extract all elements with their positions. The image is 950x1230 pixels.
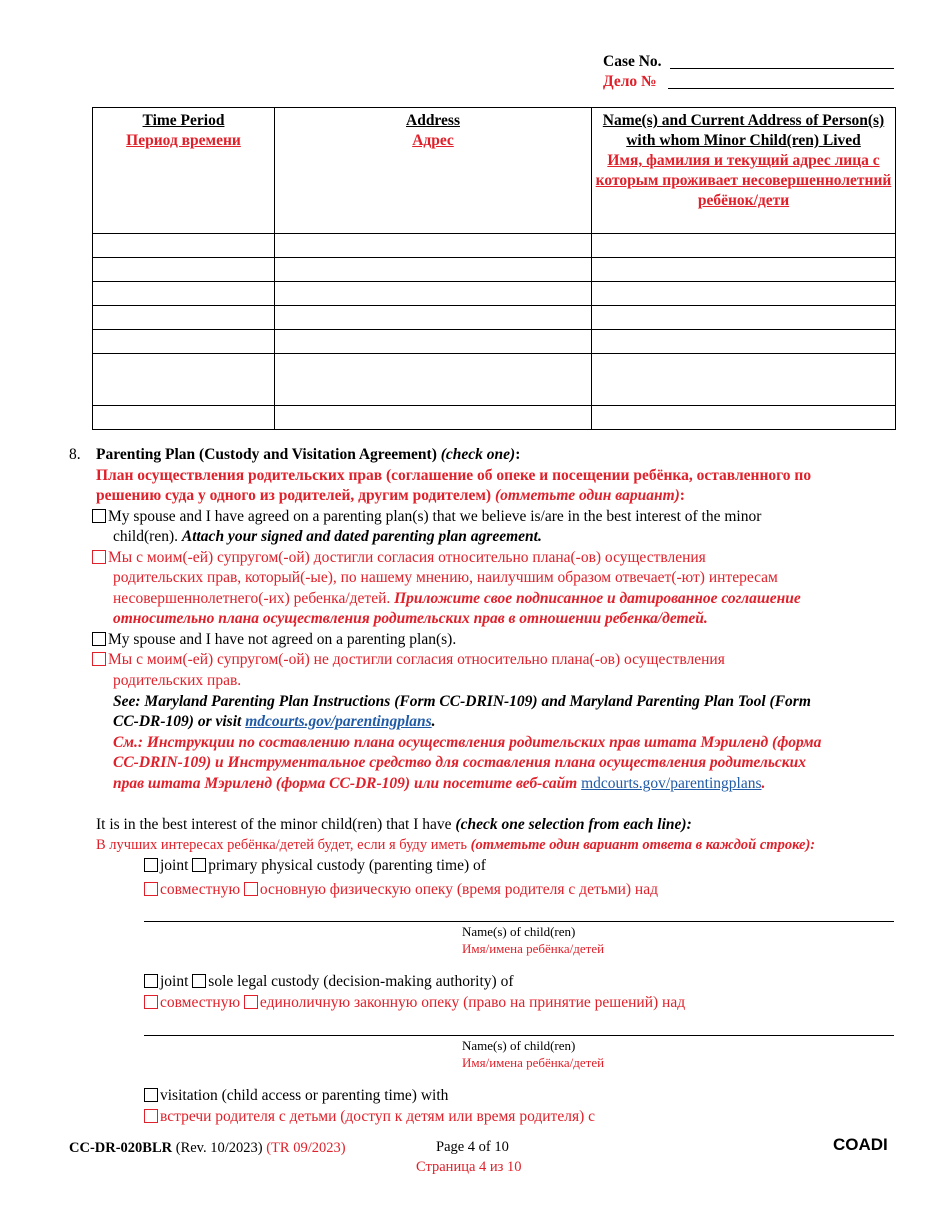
table-row (93, 258, 896, 282)
table-row (93, 406, 896, 430)
case-no-field[interactable] (670, 68, 894, 69)
residence-history-table (92, 107, 896, 430)
parenting-plans-link[interactable]: mdcourts.gov/parentingplans (245, 713, 432, 730)
table-cell[interactable] (592, 406, 896, 430)
option-agreed-ru-line4: относительно плана осуществления родительских прав в отношении ребенка/детей. (113, 610, 708, 627)
checkbox-joint-legal-ru[interactable] (144, 995, 158, 1009)
best-interest-statement: It is in the best interest of the minor child(ren) that I have (check one selection from each line): (96, 816, 692, 833)
table-cell[interactable] (592, 330, 896, 354)
option-agreed-ru: Мы с моим(-ей) супругом(-ой) достигли согласия относительно плана(-ов) осуществления (92, 548, 706, 568)
option-agreed-line2: child(ren). Attach your signed and dated parenting plan agreement. (113, 528, 542, 545)
checkbox-sole-legal[interactable] (192, 974, 206, 988)
table-cell[interactable] (275, 282, 592, 306)
table-cell[interactable] (592, 306, 896, 330)
checkbox-agreed[interactable] (92, 509, 106, 523)
table-cell[interactable] (275, 354, 592, 406)
table-row (93, 282, 896, 306)
table-row (93, 354, 896, 406)
checkbox-joint-physical[interactable] (144, 858, 158, 872)
option-not-agreed: My spouse and I have not agreed on a parenting plan(s). (92, 630, 456, 650)
parenting-plans-link-ru[interactable]: mdcourts.gov/parentingplans (581, 775, 762, 792)
option-agreed-ru-line2: родительских прав, который(-ые), по нашему мнению, наилучшим образом отвечает(-ют) интересам (113, 569, 778, 586)
checkbox-agreed-ru[interactable] (92, 550, 106, 564)
case-no-label-ru: Дело № (603, 73, 657, 90)
table-cell[interactable] (592, 282, 896, 306)
table-row (93, 330, 896, 354)
table-row (93, 234, 896, 258)
table-cell[interactable] (93, 234, 275, 258)
visitation-option: visitation (child access or parenting time) with (144, 1086, 448, 1106)
table-cell[interactable] (592, 258, 896, 282)
table-cell[interactable] (275, 234, 592, 258)
option-not-agreed-ru: Мы с моим(-ей) супругом(-ой) не достигли согласия относительно плана(-ов) осуществления (92, 650, 725, 670)
legal-custody-option-ru: совместную единоличную законную опеку (право на принятие решений) над (144, 993, 685, 1013)
table-cell[interactable] (592, 354, 896, 406)
visitation-option-ru: встречи родителя с детьми (доступ к детям или время родителя) с (144, 1107, 595, 1127)
physical-custody-option: joint primary physical custody (parenting time) of (144, 856, 486, 876)
option-agreed-ru-line3: несовершеннолетнего(-их) ребенка/детей. Приложите свое подписанное и датированное соглашение (113, 590, 801, 607)
child-names-field-physical[interactable] (144, 921, 894, 922)
checkbox-not-agreed[interactable] (92, 632, 106, 646)
see-instructions-ru-line2: CC-DRIN-109) и Инструментальное средство для составления плана осуществления родительских (113, 754, 807, 771)
checkbox-joint-physical-ru[interactable] (144, 882, 158, 896)
best-interest-statement-ru: В лучших интересах ребёнка/детей будет, если я буду иметь (отметьте один вариант ответа в каждой строке): (96, 837, 816, 853)
table-cell[interactable] (592, 234, 896, 258)
table-cell[interactable] (275, 406, 592, 430)
table-cell[interactable] (93, 258, 275, 282)
checkbox-visitation[interactable] (144, 1088, 158, 1102)
table-cell[interactable] (275, 330, 592, 354)
section-title: Parenting Plan (Custody and Visitation Agreement) (check one): (96, 446, 521, 463)
child-names-caption-legal: Name(s) of child(ren) Имя/имена ребёнка/детей (462, 1038, 605, 1070)
table-row (93, 306, 896, 330)
see-instructions-ru-line3: прав штата Мэриленд (форма CC-DR-109) или посетите веб-сайт mdcourts.gov/parentingplans. (113, 775, 766, 792)
option-not-agreed-ru-line2: родительских прав. (113, 672, 242, 689)
see-instructions-line1: See: Maryland Parenting Plan Instructions (Form CC-DRIN-109) and Maryland Parenting Plan Tool (Form (113, 693, 811, 710)
table-cell[interactable] (275, 306, 592, 330)
legal-custody-option: joint sole legal custody (decision-making authority) of (144, 972, 513, 992)
case-no-label: Case No. (603, 53, 662, 70)
table-cell[interactable] (93, 306, 275, 330)
section-number: 8. (69, 446, 81, 463)
checkbox-not-agreed-ru[interactable] (92, 652, 106, 666)
footer-org-logo: COADI (833, 1135, 888, 1154)
footer-form-code: CC-DR-020BLR (Rev. 10/2023) (TR 09/2023) (69, 1140, 346, 1156)
see-instructions-ru-line1: См.: Инструкции по составлению плана осуществления родительских прав штата Мэриленд (форма (113, 734, 822, 751)
table-cell[interactable] (275, 258, 592, 282)
checkbox-primary-physical[interactable] (192, 858, 206, 872)
checkbox-visitation-ru[interactable] (144, 1109, 158, 1123)
section-title-ru-line1: План осуществления родительских прав (соглашение об опеке и посещении ребёнка, оставленного по (96, 467, 812, 484)
footer-page-number: Page 4 of 10 (436, 1139, 509, 1155)
checkbox-sole-legal-ru[interactable] (244, 995, 258, 1009)
column-header-persons: Name(s) and Current Address of Person(s) with whom Minor Child(ren) Lived Имя, фамилия и текущий адрес лица с которым проживает несовершеннолетний ребёнок/дети (592, 108, 896, 234)
table-cell[interactable] (93, 406, 275, 430)
option-agreed: My spouse and I have agreed on a parenting plan(s) that we believe is/are in the best interest of the minor (92, 507, 761, 527)
physical-custody-option-ru: совместную основную физическую опеку (время родителя с детьми) над (144, 880, 658, 900)
column-header-address: Address Адрес (275, 108, 592, 234)
table-cell[interactable] (93, 354, 275, 406)
footer-page-number-ru: Страница 4 из 10 (416, 1159, 522, 1175)
case-no-field-ru[interactable] (668, 88, 894, 89)
child-names-field-legal[interactable] (144, 1035, 894, 1036)
table-header-row (93, 108, 896, 234)
table-cell[interactable] (93, 330, 275, 354)
checkbox-joint-legal[interactable] (144, 974, 158, 988)
table-cell[interactable] (93, 282, 275, 306)
see-instructions-line2: CC-DR-109) or visit mdcourts.gov/parentingplans. (113, 713, 436, 730)
section-title-ru-line2: решению суда у одного из родителей, другим родителем) (отметьте один вариант): (96, 487, 685, 504)
child-names-caption-physical: Name(s) of child(ren) Имя/имена ребёнка/детей (462, 924, 605, 956)
column-header-time-period: Time Period Период времени (93, 108, 275, 234)
checkbox-primary-physical-ru[interactable] (244, 882, 258, 896)
